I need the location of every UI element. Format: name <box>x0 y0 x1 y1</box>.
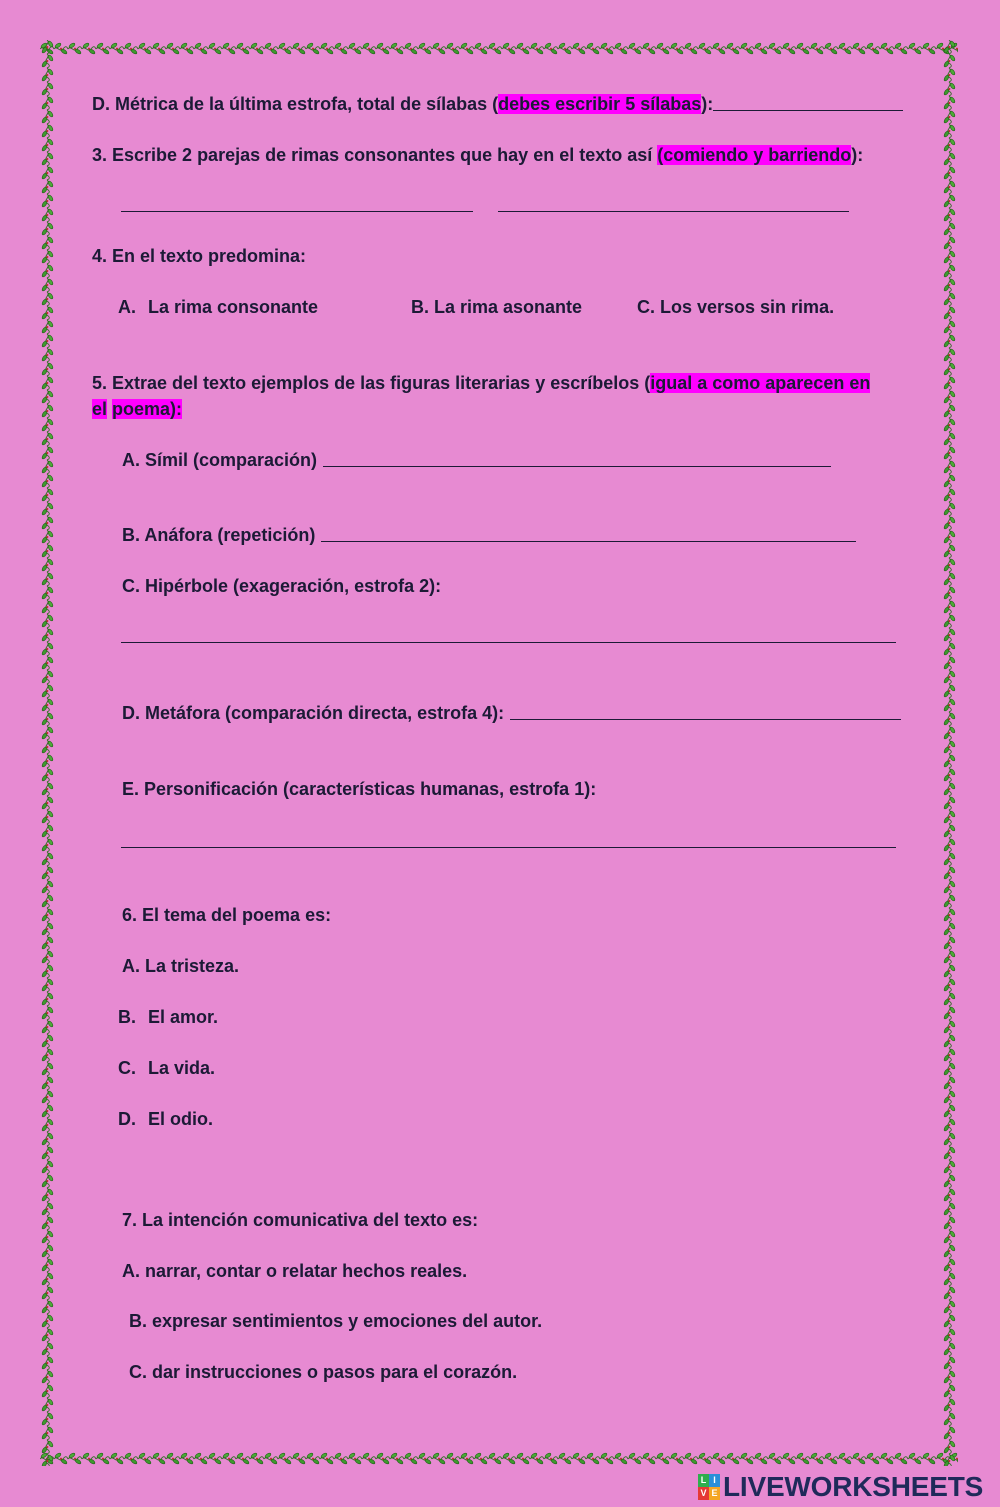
question-4-prompt: 4. En el texto predomina: <box>92 246 307 266</box>
question-4-option-b[interactable]: B. La rima asonante <box>411 297 583 317</box>
question-5-highlight-1: igual a como aparecen en <box>650 373 871 393</box>
figure-metafora <box>122 700 901 726</box>
figure-anafora <box>122 522 856 548</box>
option-label: C. <box>118 1058 136 1078</box>
question-5-prompt: 5. Extrae del texto ejemplos de las figuras literarias y escríbelos ( <box>92 373 651 393</box>
question-7-option-c[interactable]: C. dar instrucciones o pasos para el corazón. <box>129 1362 518 1382</box>
answer-line-metafora[interactable] <box>510 700 901 720</box>
question-3 <box>92 142 863 168</box>
figure-anafora-label: B. Anáfora (repetición) <box>122 525 316 545</box>
option-label: B. <box>118 1007 136 1027</box>
question-4-option-a[interactable] <box>118 294 318 320</box>
logo-icon-letter: L <box>698 1474 709 1487</box>
liveworksheets-icon <box>698 1474 720 1500</box>
figure-metafora-label: D. Metáfora (comparación directa, estrofa 4): <box>122 703 505 723</box>
question-6-option-a[interactable]: A. La tristeza. <box>122 956 240 976</box>
question-d-metrica <box>92 91 903 117</box>
question-4-option-c[interactable]: C. Los versos sin rima. <box>637 297 835 317</box>
logo-text: LIVEWORKSHEETS <box>723 1471 984 1502</box>
question-7-option-b[interactable]: B. expresar sentimientos y emociones del autor. <box>129 1311 543 1331</box>
question-5-line-2 <box>92 396 182 422</box>
question-6-prompt: 6. El tema del poema es: <box>122 905 332 925</box>
option-text: La vida. <box>148 1058 216 1078</box>
answer-line-rima-1[interactable] <box>121 211 473 212</box>
option-text: El odio. <box>148 1109 213 1129</box>
answer-line-metrica[interactable] <box>713 91 903 111</box>
question-5-highlight-3: poema): <box>112 399 183 419</box>
question-d-prefix: D. Métrica de la última estrofa, total de sílabas ( <box>92 94 499 114</box>
question-5-line-1 <box>92 370 870 396</box>
question-6-option-c[interactable] <box>118 1055 215 1081</box>
answer-line-rima-2[interactable] <box>498 211 849 212</box>
answer-line-personificacion[interactable] <box>121 847 896 848</box>
question-7-option-a[interactable]: A. narrar, contar o relatar hechos reales. <box>122 1261 468 1281</box>
question-3-prefix: 3. Escribe 2 parejas de rimas consonantes que hay en el texto así <box>92 145 658 165</box>
answer-line-anafora[interactable] <box>321 522 856 542</box>
logo-icon-letter: E <box>709 1487 720 1500</box>
question-d-suffix: ): <box>701 94 714 114</box>
question-7-prompt: 7. La intención comunicativa del texto es: <box>122 1210 479 1230</box>
answer-line-simil[interactable] <box>323 447 831 467</box>
question-3-highlight: (comiendo y barriendo <box>657 145 852 165</box>
question-6-option-d[interactable] <box>118 1106 213 1132</box>
answer-line-hiperbole[interactable] <box>121 642 896 643</box>
figure-simil <box>122 447 831 473</box>
question-3-suffix: ): <box>851 145 864 165</box>
option-label: A. <box>118 297 136 317</box>
logo-icon-letter: V <box>698 1487 709 1500</box>
figure-simil-label: A. Símil (comparación) <box>122 450 318 470</box>
option-label: D. <box>118 1109 136 1129</box>
logo-icon-letter: I <box>709 1474 720 1487</box>
question-d-highlight: debes escribir 5 sílabas <box>498 94 702 114</box>
figure-hiperbole-label: C. Hipérbole (exageración, estrofa 2): <box>122 576 442 596</box>
liveworksheets-logo[interactable] <box>698 1472 983 1502</box>
question-d-text <box>92 91 713 117</box>
option-text: El amor. <box>148 1007 219 1027</box>
question-5-highlight-2: el <box>92 399 108 419</box>
figure-personificacion-label: E. Personificación (características humanas, estrofa 1): <box>122 779 597 799</box>
option-text: La rima consonante <box>148 297 319 317</box>
question-6-option-b[interactable] <box>118 1004 218 1030</box>
